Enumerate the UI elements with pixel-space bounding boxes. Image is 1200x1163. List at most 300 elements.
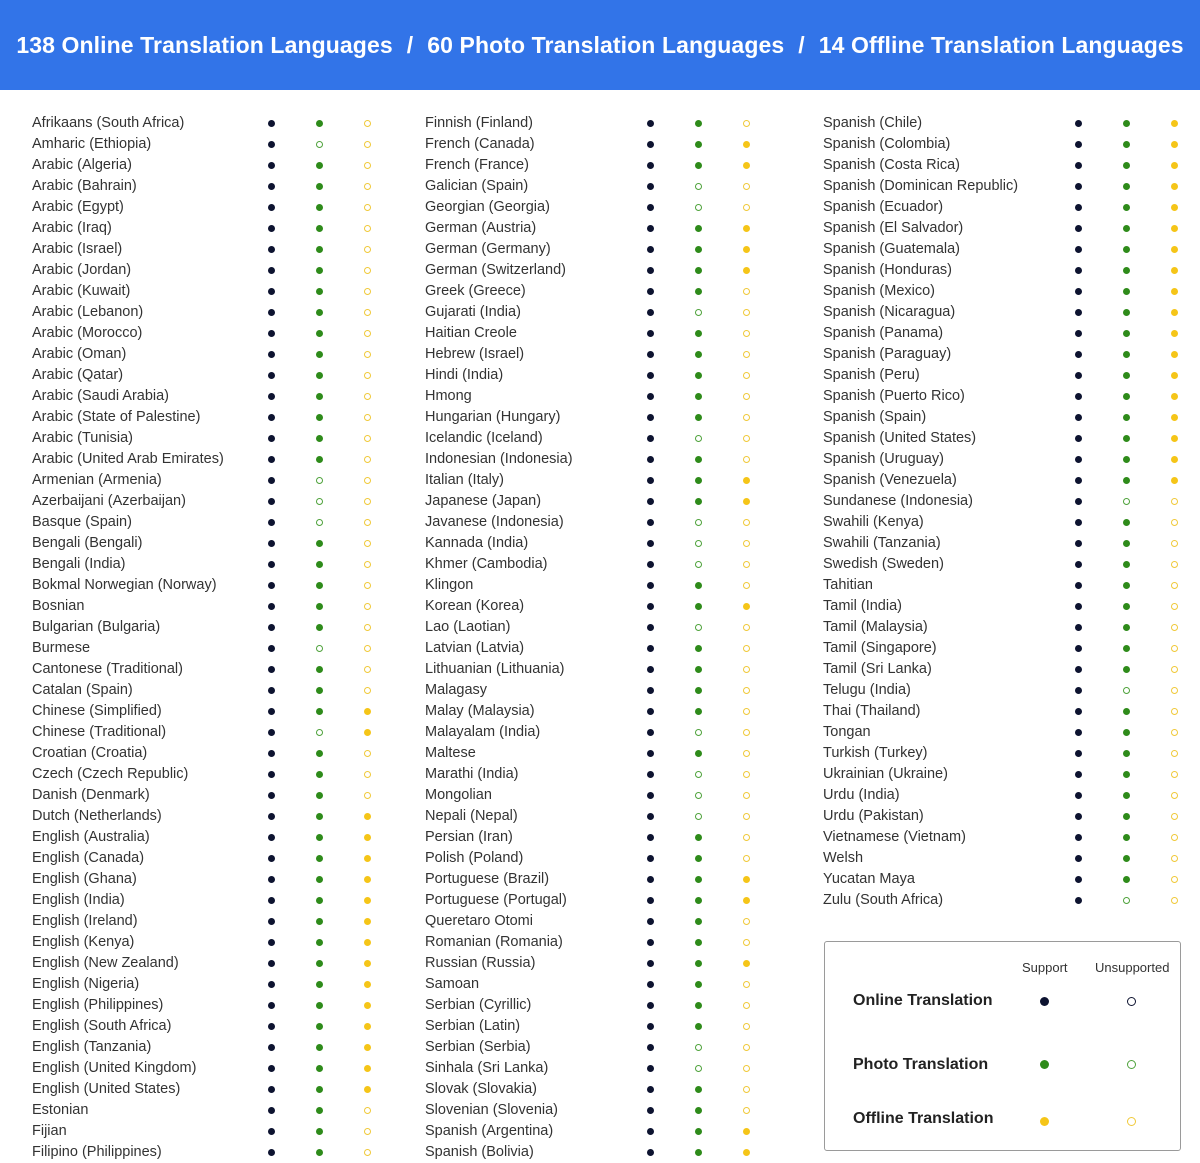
language-name: Spanish (Costa Rica) [823, 157, 960, 173]
photo-support-dot-icon [1123, 435, 1130, 442]
offline-unsupported-dot-icon [743, 750, 750, 757]
language-row [425, 806, 755, 827]
language-row [425, 134, 755, 155]
offline-support-dot-icon [743, 960, 750, 967]
photo-support-dot-icon [695, 477, 702, 484]
online-support-dot-icon [268, 1107, 275, 1114]
language-row [823, 785, 1183, 806]
language-name: Greek (Greece) [425, 283, 526, 299]
language-column-2 [425, 113, 755, 1163]
language-name: Gujarati (India) [425, 304, 521, 320]
online-support-dot-icon [268, 540, 275, 547]
photo-support-dot-icon [1123, 330, 1130, 337]
online-support-dot-icon [268, 687, 275, 694]
language-name: Spanish (Honduras) [823, 262, 952, 278]
offline-unsupported-dot-icon [743, 1002, 750, 1009]
language-row [425, 218, 755, 239]
online-support-dot-icon [647, 183, 654, 190]
offline-unsupported-dot-icon [743, 309, 750, 316]
online-support-dot-icon [647, 750, 654, 757]
photo-support-dot-icon [316, 204, 323, 211]
online-support-dot-icon [1075, 729, 1082, 736]
offline-unsupported-dot-icon [743, 708, 750, 715]
offline-unsupported-dot-icon [364, 414, 371, 421]
language-name: Arabic (Kuwait) [32, 283, 131, 299]
offline-support-dot-icon [364, 708, 371, 715]
language-row [823, 659, 1183, 680]
online-support-dot-icon [1075, 519, 1082, 526]
language-row [425, 995, 755, 1016]
offline-unsupported-dot-icon [1171, 855, 1178, 862]
language-row [32, 407, 377, 428]
offline-support-dot-icon [364, 813, 371, 820]
language-name: Queretaro Otomi [425, 913, 533, 929]
offline-support-dot-icon [1171, 477, 1178, 484]
offline-unsupported-dot-icon [1171, 750, 1178, 757]
language-row [425, 890, 755, 911]
online-support-dot-icon [1075, 309, 1082, 316]
language-row [32, 869, 377, 890]
language-row [32, 974, 377, 995]
offline-unsupported-dot-icon [364, 687, 371, 694]
online-support-dot-icon [268, 666, 275, 673]
photo-support-dot-icon [1123, 855, 1130, 862]
photo-unsupported-dot-icon [695, 435, 702, 442]
online-support-dot-icon [268, 456, 275, 463]
photo-support-dot-icon [316, 246, 323, 253]
offline-support-dot-icon [364, 981, 371, 988]
language-row [32, 932, 377, 953]
language-row [425, 869, 755, 890]
language-row [425, 1016, 755, 1037]
language-name: Tamil (India) [823, 598, 902, 614]
language-row [425, 785, 755, 806]
photo-support-dot-icon [1123, 372, 1130, 379]
offline-support-dot-icon [1171, 372, 1178, 379]
offline-unsupported-dot-icon [743, 687, 750, 694]
offline-unsupported-dot-icon [1171, 645, 1178, 652]
offline-unsupported-dot-icon [364, 792, 371, 799]
language-row [32, 554, 377, 575]
language-row [823, 344, 1183, 365]
language-row [425, 260, 755, 281]
offline-support-dot-icon [1171, 162, 1178, 169]
offline-unsupported-dot-icon [1171, 834, 1178, 841]
photo-support-dot-icon [316, 981, 323, 988]
photo-unsupported-dot-icon [316, 477, 323, 484]
online-support-dot-icon [647, 645, 654, 652]
language-name: Estonian [32, 1102, 89, 1118]
online-support-dot-icon [1075, 330, 1082, 337]
language-name: Marathi (India) [425, 766, 519, 782]
language-row [823, 407, 1183, 428]
online-support-dot-icon [268, 645, 275, 652]
offline-unsupported-dot-icon [743, 561, 750, 568]
language-row [425, 659, 755, 680]
offline-unsupported-dot-icon [743, 981, 750, 988]
language-row [425, 533, 755, 554]
online-support-dot-icon [647, 687, 654, 694]
photo-support-dot-icon [1123, 225, 1130, 232]
language-row [823, 722, 1183, 743]
online-support-dot-icon [1075, 750, 1082, 757]
photo-support-dot-icon [316, 162, 323, 169]
language-name: Arabic (United Arab Emirates) [32, 451, 224, 467]
language-name: Thai (Thailand) [823, 703, 921, 719]
language-row [425, 239, 755, 260]
online-support-dot-icon [268, 246, 275, 253]
language-row [823, 743, 1183, 764]
photo-support-dot-icon [695, 603, 702, 610]
language-name: Urdu (Pakistan) [823, 808, 924, 824]
language-name: Tahitian [823, 577, 873, 593]
language-name: Spanish (Venezuela) [823, 472, 957, 488]
language-row [32, 1058, 377, 1079]
language-name: Catalan (Spain) [32, 682, 133, 698]
language-name: German (Switzerland) [425, 262, 567, 278]
language-name: Welsh [823, 850, 864, 866]
photo-support-dot-icon [316, 1128, 323, 1135]
offline-support-dot-icon [743, 246, 750, 253]
language-row [32, 827, 377, 848]
photo-support-dot-icon [1123, 267, 1130, 274]
online-support-dot-icon [268, 1149, 275, 1156]
language-row [425, 197, 755, 218]
language-name: Korean (Korea) [425, 598, 525, 614]
language-name: Indonesian (Indonesia) [425, 451, 573, 467]
offline-support-dot-icon [1171, 456, 1178, 463]
legend-support-header: Support [1022, 960, 1068, 975]
online-support-dot-icon [268, 393, 275, 400]
online-support-dot-icon [1075, 876, 1082, 883]
offline-unsupported-dot-icon [364, 351, 371, 358]
offline-unsupported-dot-icon [1171, 624, 1178, 631]
photo-support-dot-icon [316, 393, 323, 400]
photo-support-dot-icon [1123, 309, 1130, 316]
photo-support-dot-icon [1123, 141, 1130, 148]
offline-unsupported-dot-icon [1171, 897, 1178, 904]
offline-unsupported-dot-icon [743, 729, 750, 736]
offline-support-dot-icon [1171, 141, 1178, 148]
language-name: Spanish (Chile) [823, 115, 923, 131]
online-support-dot-icon [1075, 897, 1082, 904]
offline-support-dot-icon [743, 603, 750, 610]
language-name: English (Canada) [32, 850, 145, 866]
language-name: Czech (Czech Republic) [32, 766, 189, 782]
photo-support-dot-icon [695, 1149, 702, 1156]
offline-support-dot-icon [1171, 309, 1178, 316]
language-name: Azerbaijani (Azerbaijan) [32, 493, 186, 509]
language-row [823, 617, 1183, 638]
language-row [32, 743, 377, 764]
language-row [32, 617, 377, 638]
language-name: English (South Africa) [32, 1018, 172, 1034]
language-row [32, 890, 377, 911]
photo-support-dot-icon [316, 750, 323, 757]
photo-support-dot-icon [316, 183, 323, 190]
language-name: English (Ireland) [32, 913, 138, 929]
language-name: Maltese [425, 745, 476, 761]
online-support-dot-icon [647, 477, 654, 484]
offline-unsupported-dot-icon [743, 918, 750, 925]
language-row [425, 596, 755, 617]
online-unsupported-dot-icon [1127, 997, 1136, 1006]
photo-unsupported-dot-icon [316, 729, 323, 736]
online-support-dot-icon [647, 330, 654, 337]
photo-support-dot-icon [316, 414, 323, 421]
language-name: Arabic (State of Palestine) [32, 409, 201, 425]
photo-support-dot-icon [695, 960, 702, 967]
online-support-dot-icon [268, 729, 275, 736]
language-row [32, 113, 377, 134]
language-row [823, 197, 1183, 218]
photo-support-dot-icon [1123, 183, 1130, 190]
offline-unsupported-dot-icon [743, 372, 750, 379]
language-row [823, 365, 1183, 386]
language-name: Armenian (Armenia) [32, 472, 162, 488]
photo-support-dot-icon [1123, 456, 1130, 463]
photo-support-dot-icon [1123, 288, 1130, 295]
online-support-dot-icon [1075, 477, 1082, 484]
online-support-dot-icon [268, 834, 275, 841]
language-row [823, 701, 1183, 722]
online-support-dot-icon [268, 267, 275, 274]
language-row [823, 806, 1183, 827]
photo-support-dot-icon [316, 582, 323, 589]
online-support-dot-icon [268, 981, 275, 988]
photo-support-dot-icon [316, 792, 323, 799]
language-row [32, 386, 377, 407]
online-support-dot-icon [268, 225, 275, 232]
language-row [823, 281, 1183, 302]
language-row [32, 428, 377, 449]
offline-support-dot-icon [364, 1023, 371, 1030]
language-name: Spanish (Paraguay) [823, 346, 952, 362]
online-support-dot-icon [647, 414, 654, 421]
language-row [823, 680, 1183, 701]
language-name: Arabic (Jordan) [32, 262, 132, 278]
language-name: Bokmal Norwegian (Norway) [32, 577, 217, 593]
photo-support-dot-icon [1123, 603, 1130, 610]
online-support-dot-icon [268, 162, 275, 169]
online-support-dot-icon [647, 960, 654, 967]
language-row [425, 764, 755, 785]
offline-unsupported-dot-icon [743, 855, 750, 862]
language-name: Ukrainian (Ukraine) [823, 766, 948, 782]
offline-unsupported-dot-icon [364, 225, 371, 232]
photo-support-dot-icon [695, 876, 702, 883]
offline-support-dot-icon [364, 918, 371, 925]
offline-support-dot-icon [364, 729, 371, 736]
photo-support-dot-icon [1123, 414, 1130, 421]
language-row [32, 302, 377, 323]
photo-support-dot-icon [695, 393, 702, 400]
online-support-dot-icon [268, 771, 275, 778]
language-row [32, 176, 377, 197]
online-support-dot-icon [1075, 498, 1082, 505]
language-row [823, 554, 1183, 575]
online-support-dot-icon [647, 246, 654, 253]
photo-support-dot-icon [316, 771, 323, 778]
language-row [32, 491, 377, 512]
language-row [425, 1058, 755, 1079]
offline-unsupported-dot-icon [364, 1107, 371, 1114]
photo-support-dot-icon [1123, 876, 1130, 883]
language-name: Spanish (Peru) [823, 367, 920, 383]
photo-support-dot-icon [695, 288, 702, 295]
language-row [823, 470, 1183, 491]
online-support-dot-icon [1040, 997, 1049, 1006]
offline-unsupported-dot-icon [743, 288, 750, 295]
offline-unsupported-dot-icon [1171, 876, 1178, 883]
language-row [32, 155, 377, 176]
photo-languages-title: 60 Photo Translation Languages [427, 31, 785, 58]
language-row [32, 659, 377, 680]
language-name: Hungarian (Hungary) [425, 409, 561, 425]
photo-support-dot-icon [316, 1023, 323, 1030]
language-row [425, 323, 755, 344]
offline-unsupported-dot-icon [364, 246, 371, 253]
language-row [32, 764, 377, 785]
language-row [823, 533, 1183, 554]
offline-unsupported-dot-icon [1171, 729, 1178, 736]
language-name: Portuguese (Brazil) [425, 871, 550, 887]
photo-support-dot-icon [316, 918, 323, 925]
offline-support-dot-icon [1171, 246, 1178, 253]
photo-support-dot-icon [1123, 792, 1130, 799]
photo-support-dot-icon [695, 498, 702, 505]
online-support-dot-icon [268, 708, 275, 715]
language-name: Sinhala (Sri Lanka) [425, 1060, 549, 1076]
photo-support-dot-icon [695, 708, 702, 715]
photo-support-dot-icon [316, 540, 323, 547]
language-name: Arabic (Qatar) [32, 367, 124, 383]
offline-unsupported-dot-icon [364, 330, 371, 337]
language-name: Arabic (Egypt) [32, 199, 124, 215]
language-row [425, 848, 755, 869]
photo-support-dot-icon [695, 1002, 702, 1009]
photo-support-dot-icon [1123, 351, 1130, 358]
language-name: Spanish (Colombia) [823, 136, 951, 152]
language-row [823, 512, 1183, 533]
online-support-dot-icon [268, 939, 275, 946]
offline-unsupported-dot-icon [1171, 540, 1178, 547]
online-support-dot-icon [647, 162, 654, 169]
language-column-3 [823, 113, 1183, 911]
online-support-dot-icon [268, 414, 275, 421]
language-name: Icelandic (Iceland) [425, 430, 543, 446]
language-name: Spanish (Argentina) [425, 1123, 554, 1139]
language-name: Lao (Laotian) [425, 619, 511, 635]
online-support-dot-icon [647, 225, 654, 232]
offline-unsupported-dot-icon [743, 540, 750, 547]
language-row [32, 701, 377, 722]
language-row [32, 911, 377, 932]
language-row [425, 176, 755, 197]
offline-support-dot-icon [1171, 414, 1178, 421]
online-support-dot-icon [1075, 582, 1082, 589]
photo-support-dot-icon [695, 855, 702, 862]
offline-unsupported-dot-icon [1171, 666, 1178, 673]
language-name: Spanish (Spain) [823, 409, 927, 425]
offline-unsupported-dot-icon [743, 414, 750, 421]
offline-unsupported-dot-icon [743, 393, 750, 400]
online-support-dot-icon [1075, 183, 1082, 190]
language-row [823, 827, 1183, 848]
online-support-dot-icon [268, 141, 275, 148]
photo-support-dot-icon [695, 939, 702, 946]
offline-unsupported-dot-icon [364, 540, 371, 547]
photo-support-dot-icon [316, 897, 323, 904]
photo-unsupported-dot-icon [695, 540, 702, 547]
language-name: Spanish (Panama) [823, 325, 944, 341]
offline-unsupported-dot-icon [364, 267, 371, 274]
language-row [32, 1100, 377, 1121]
photo-support-dot-icon [316, 1002, 323, 1009]
offline-support-dot-icon [364, 855, 371, 862]
language-row [823, 323, 1183, 344]
offline-unsupported-dot-icon [743, 582, 750, 589]
online-support-dot-icon [1075, 225, 1082, 232]
online-support-dot-icon [1075, 834, 1082, 841]
language-name: Bulgarian (Bulgaria) [32, 619, 161, 635]
language-row [32, 134, 377, 155]
photo-support-dot-icon [695, 162, 702, 169]
photo-support-dot-icon [695, 834, 702, 841]
language-name: Telugu (India) [823, 682, 911, 698]
language-row [32, 785, 377, 806]
photo-support-dot-icon [316, 1065, 323, 1072]
photo-support-dot-icon [695, 1023, 702, 1030]
language-name: Urdu (India) [823, 787, 900, 803]
photo-support-dot-icon [695, 918, 702, 925]
language-row [425, 407, 755, 428]
photo-unsupported-dot-icon [695, 729, 702, 736]
photo-unsupported-dot-icon [1123, 687, 1130, 694]
language-name: Arabic (Iraq) [32, 220, 112, 236]
online-support-dot-icon [268, 477, 275, 484]
photo-unsupported-dot-icon [695, 1065, 702, 1072]
language-row [32, 680, 377, 701]
language-name: Galician (Spain) [425, 178, 529, 194]
online-support-dot-icon [268, 855, 275, 862]
language-name: Bengali (Bengali) [32, 535, 143, 551]
language-name: Chinese (Traditional) [32, 724, 167, 740]
online-support-dot-icon [1075, 162, 1082, 169]
photo-support-dot-icon [695, 372, 702, 379]
offline-support-dot-icon [364, 1086, 371, 1093]
offline-support-dot-icon [1171, 267, 1178, 274]
language-row [425, 575, 755, 596]
language-name: Mongolian [425, 787, 492, 803]
online-support-dot-icon [1075, 456, 1082, 463]
offline-unsupported-dot-icon [364, 120, 371, 127]
online-support-dot-icon [1075, 855, 1082, 862]
photo-support-dot-icon [1123, 162, 1130, 169]
online-support-dot-icon [1075, 120, 1082, 127]
photo-support-dot-icon [1123, 750, 1130, 757]
offline-unsupported-dot-icon [364, 1149, 371, 1156]
offline-support-dot-icon [1171, 225, 1178, 232]
language-name: Croatian (Croatia) [32, 745, 148, 761]
language-name: Javanese (Indonesia) [425, 514, 564, 530]
online-support-dot-icon [647, 708, 654, 715]
offline-unsupported-dot-icon [743, 519, 750, 526]
online-support-dot-icon [268, 918, 275, 925]
language-name: Arabic (Morocco) [32, 325, 143, 341]
online-support-dot-icon [647, 561, 654, 568]
photo-unsupported-dot-icon [1127, 1060, 1136, 1069]
